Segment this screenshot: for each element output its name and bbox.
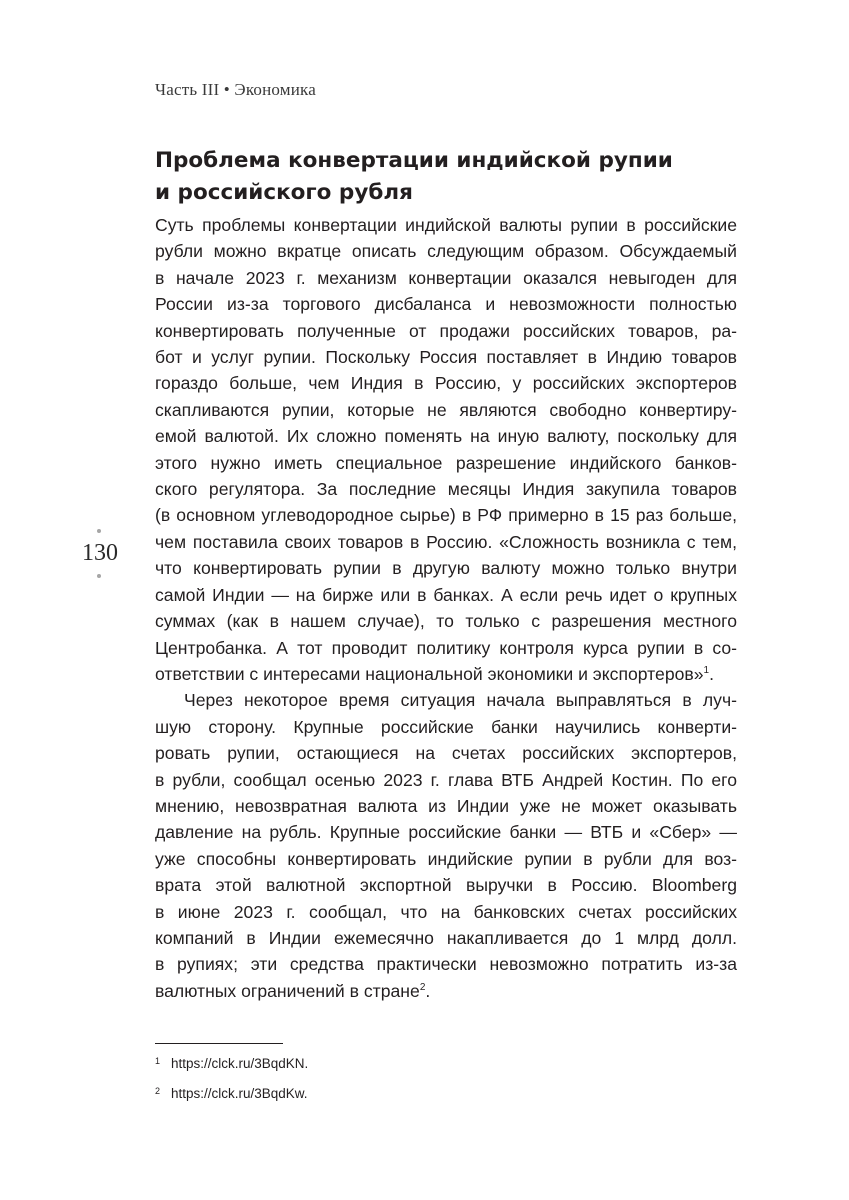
text-line: рубли можно вкратце описать следующим образом. Обсуждаемый bbox=[155, 241, 737, 262]
text-line: Центробанка. А тот проводит политику контроля курса рупии в со- bbox=[155, 637, 737, 658]
body-text bbox=[155, 212, 737, 1004]
text-line: суммах (как в нашем случае), то только с разрешения местного bbox=[155, 611, 737, 632]
footnote-2 bbox=[155, 1084, 555, 1114]
paragraph-1 bbox=[155, 212, 737, 687]
page-number: 130 bbox=[82, 540, 118, 566]
text-line: России из-за торгового дисбаланса и невозможности полностью bbox=[155, 294, 737, 315]
text-line: валютных ограничений в стране$^2$. bbox=[155, 980, 431, 1001]
text-line: давление на рубль. Крупные российские банки — ВТБ и «Сбер» — bbox=[155, 822, 737, 843]
text-line: бот и услуг рупии. Поскольку Россия поставляет в Индию товаров bbox=[155, 347, 737, 368]
text-line-content: валютных ограничений в стране bbox=[155, 980, 420, 1001]
footnote-link[interactable]: https://clck.ru/3BqdKN. bbox=[171, 1056, 309, 1071]
page-number-dot-bottom bbox=[97, 574, 101, 578]
footnote-link[interactable]: https://clck.ru/3BqdKw. bbox=[171, 1086, 308, 1101]
running-header: Часть III • Экономика bbox=[155, 80, 317, 99]
text-line: этого нужно иметь специальное разрешение индийского банков- bbox=[155, 452, 737, 473]
text-line: в начале 2023 г. механизм конвертации оказался невыгоден для bbox=[155, 267, 737, 288]
text-line: ровать рупии, остающиеся на счетах российских экспортеров, bbox=[155, 743, 737, 764]
footnote-ref-1[interactable]: 1 bbox=[703, 665, 710, 677]
text-line: в июне 2023 г. сообщал, что на банковских счетах российских bbox=[155, 901, 737, 922]
section-title-line: и российского рубля bbox=[155, 180, 413, 205]
footnote-ref-2[interactable]: 2 bbox=[419, 981, 426, 993]
text-line: врата этой валютной экспортной выручки в Россию. Bloomberg bbox=[155, 875, 737, 896]
text-line: что конвертировать рупии в другую валюту можно только внутри bbox=[155, 558, 737, 579]
paragraph-2 bbox=[155, 687, 737, 1004]
text-line: в рупиях; эти средства практически невозможно потратить из-за bbox=[155, 954, 737, 975]
text-line: емой валютой. Их сложно поменять на иную валюту, поскольку для bbox=[155, 426, 737, 447]
text-line: ответствии с интересами национальной экономики и экспортеров»$^1$. bbox=[155, 663, 714, 684]
text-line: мнению, невозвратная валюта из Индии уже не может оказывать bbox=[155, 795, 737, 816]
footnotes bbox=[155, 1054, 555, 1114]
text-line: уже способны конвертировать индийские рупии в рубли для воз- bbox=[155, 848, 737, 869]
text-line: в рубли, сообщал осенью 2023 г. глава ВТБ Андрей Костин. По его bbox=[155, 769, 737, 790]
text-line: чем поставила своих товаров в Россию. «Сложность возникла с тем, bbox=[155, 531, 737, 552]
section-title-line: Проблема конвертации индийской рупии bbox=[155, 148, 673, 173]
text-line: Суть проблемы конвертации индийской валюты рупии в российские bbox=[155, 215, 737, 235]
text-line-content: ответствии с интересами национальной экономики и экспортеров» bbox=[155, 663, 704, 684]
text-line: конвертировать полученные от продажи российских товаров, ра- bbox=[155, 320, 737, 341]
footnote-number: 1 bbox=[155, 1056, 161, 1066]
footnote-divider bbox=[155, 1043, 283, 1044]
section-title bbox=[155, 145, 715, 209]
text-line: скапливаются рупии, которые не являются свободно конвертиру- bbox=[155, 399, 737, 420]
footnote-number: 2 bbox=[155, 1086, 161, 1096]
text-line: ского регулятора. За последние месяцы Индия закупила товаров bbox=[155, 479, 737, 500]
footnote-1 bbox=[155, 1054, 555, 1084]
text-line: шую сторону. Крупные российские банки научились конверти- bbox=[155, 716, 737, 737]
page-number-dot-top bbox=[97, 529, 101, 533]
text-line: гораздо больше, чем Индия в Россию, у российских экспортеров bbox=[155, 373, 737, 394]
text-line: самой Индии — на бирже или в банках. А если речь идет о крупных bbox=[155, 584, 737, 605]
text-line: (в основном углеводородное сырье) в РФ примерно в 15 раз больше, bbox=[155, 505, 737, 526]
text-line: компаний в Индии ежемесячно накапливается до 1 млрд долл. bbox=[155, 927, 737, 948]
text-line: Через некоторое время ситуация начала выправляться в луч- bbox=[184, 690, 737, 711]
